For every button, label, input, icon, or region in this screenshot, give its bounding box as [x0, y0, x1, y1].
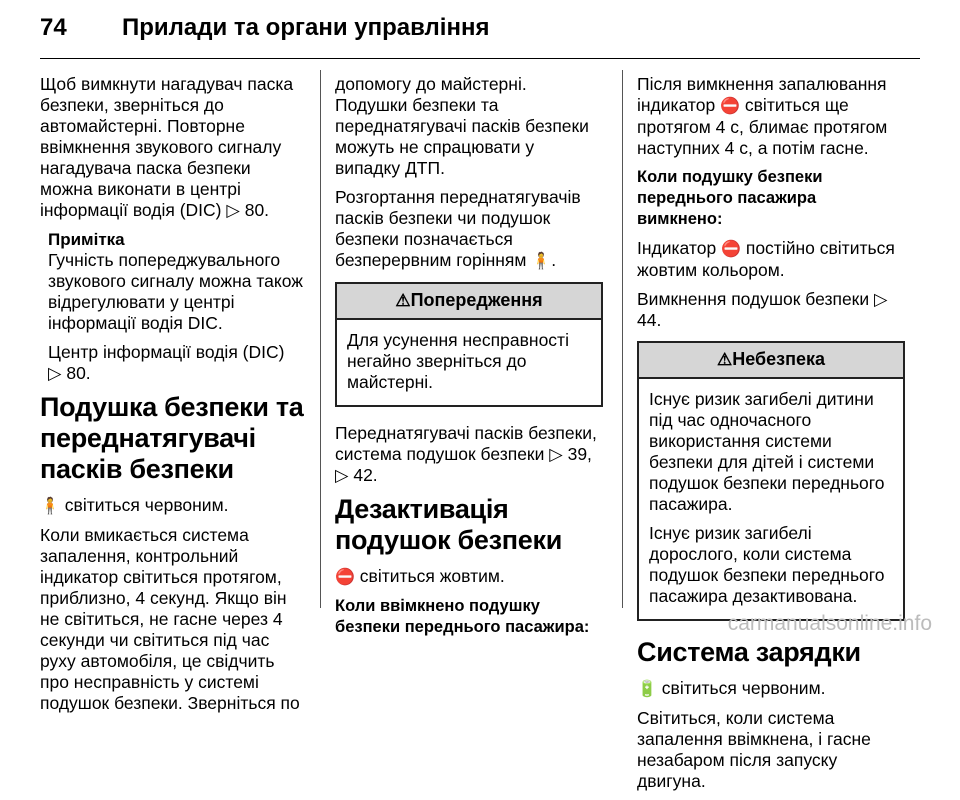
note-reference: Центр інформації водія (DIC) ▷ 80.	[48, 342, 285, 383]
page-ref-icon: ▷	[874, 289, 888, 309]
column-2	[335, 74, 603, 646]
battery-icon: 🔋	[637, 681, 657, 698]
page-ref-icon: ▷	[48, 363, 62, 383]
airbag-off-icon: ⛔	[335, 569, 355, 586]
paragraph: Світиться, коли система запалення ввімкнена, і гасне незабаром після запуску двигуна.	[637, 708, 871, 791]
watermark: carmanualsonline.info	[727, 612, 932, 635]
page-title: Прилади та органи управління	[122, 14, 490, 41]
column-1	[40, 74, 308, 722]
page-ref-icon: ▷	[226, 200, 240, 220]
danger-heading: ⚠Небезпека	[639, 343, 903, 379]
bold-subheading: Коли подушку безпеки переднього пасажира вимкнено:	[637, 168, 823, 228]
paragraph: Переднатягувачі пасків безпеки, система подушок безпеки ▷ 39, ▷ 42.	[335, 423, 597, 485]
warning-heading: ⚠Попередження	[337, 284, 601, 320]
indicator-line: ⛔ світиться жовтим.	[335, 566, 505, 586]
warning-triangle-icon: ⚠	[716, 350, 733, 369]
warning-box	[335, 282, 603, 407]
paragraph: допомогу до майстерні. Подушки безпеки та переднатягувачі пасків безпеки можуть не спрацювати у випадку ДТП.	[335, 74, 589, 178]
column-3	[637, 74, 905, 800]
airbag-off-icon: ⛔	[721, 241, 741, 258]
column-divider	[622, 70, 623, 608]
warning-text: Для усунення несправності негайно зверніться до майстерні.	[347, 330, 569, 392]
paragraph: Розгортання переднатягувачів пасків безпеки чи подушок безпеки позначається безперервним горінням 🧍.	[335, 187, 581, 270]
section-heading: Дезактивація подушок безпеки	[335, 494, 562, 555]
column-divider	[320, 70, 321, 608]
section-heading: Система зарядки	[637, 637, 861, 667]
note-text: Гучність попереджувального звукового сигналу можна також відрегулювати у центрі інформації водія DIC.	[48, 250, 304, 333]
airbag-person-icon: 🧍	[40, 498, 60, 515]
section-heading: Подушка безпеки та переднатягувачі пасків безпеки	[40, 392, 304, 484]
danger-text: Існує ризик загибелі дитини під час одночасного використання системи безпеки для дітей і системи подушок безпеки переднього пасажира.	[649, 389, 885, 514]
indicator-line: 🧍 світиться червоним.	[40, 495, 229, 515]
paragraph: Вимкнення подушок безпеки ▷ 44.	[637, 289, 888, 330]
paragraph: Щоб вимкнути нагадувач паска безпеки, зверніться до автомайстерні. Повторне ввімкнення звукового сигналу нагадувача паска безпеки можна виконати в центрі інформації водія (DIC) ▷ 80.	[40, 74, 294, 220]
paragraph: Індикатор ⛔ постійно світиться жовтим кольором.	[637, 238, 895, 280]
header-divider	[40, 58, 920, 59]
indicator-line: 🔋 світиться червоним.	[637, 678, 826, 698]
airbag-off-icon: ⛔	[720, 98, 741, 115]
page-ref-icon: ▷	[549, 444, 563, 464]
paragraph: Коли вмикається система запалення, контрольний індикатор світиться протягом, приблизно, 4 секунд. Якщо він не світиться, не гасне через 4 секунди чи світиться під час руху автомобіля, це свідчить про несправність у системі подушок безпеки. Зверніться по	[40, 525, 300, 713]
airbag-person-icon: 🧍	[531, 253, 552, 270]
page-header	[40, 14, 920, 46]
warning-triangle-icon: ⚠	[395, 291, 411, 310]
note	[48, 229, 308, 384]
paragraph: Після вимкнення запалювання індикатор ⛔ світиться ще протягом 4 с, блимає протягом наступних 4 с, а потім гасне.	[637, 74, 888, 158]
danger-text: Існує ризик загибелі дорослого, коли система подушок безпеки переднього пасажира дезактивована.	[649, 523, 885, 606]
bold-subheading: Коли ввімкнено подушку безпеки переднього пасажира:	[335, 597, 590, 636]
page-ref-icon: ▷	[335, 465, 349, 485]
page-number: 74	[40, 14, 67, 41]
danger-box	[637, 341, 905, 621]
note-heading: Примітка	[48, 230, 125, 249]
